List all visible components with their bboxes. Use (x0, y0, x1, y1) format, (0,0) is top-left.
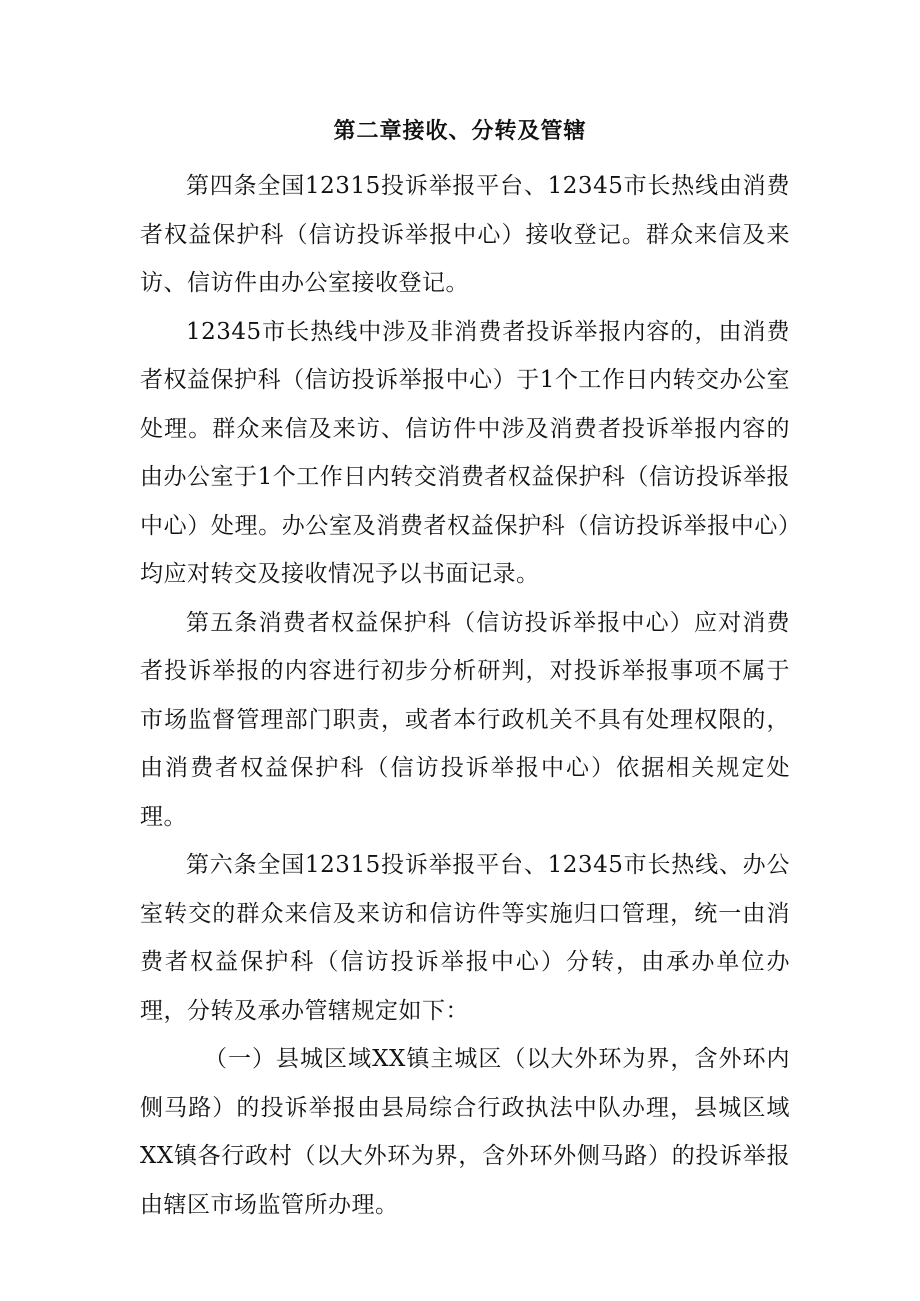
paragraph-item-1: （一）县城区域XX镇主城区（以大外环为界，含外环内侧马路）的投诉举报由县局综合行政执法中队办理，县城区域XX镇各行政村（以大外环为界，含外环外侧马路）的投诉举报由辖区市场监管所办理。 (140, 1046, 790, 1218)
paragraph-article-5: 第五条消费者权益保护科（信访投诉举报中心）应对消费者投诉举报的内容进行初步分析研判，对投诉举报事项不属于市场监督管理部门职责，或者本行政机关不具有处理权限的，由消费者权益保护科（信访投诉举报中心）依据相关规定处理。 (140, 609, 790, 830)
paragraph-hotline-transfer: 12345市长热线中涉及非消费者投诉举报内容的，由消费者权益保护科（信访投诉举报中心）于1个工作日内转交办公室处理。群众来信及来访、信访件中涉及消费者投诉举报内容的由办公室于1个工作日内转交消费者权益保护科（信访投诉举报中心）处理。办公室及消费者权益保护科（信访投诉举报中心）均应对转交及接收情况予以书面记录。 (140, 318, 790, 587)
paragraph-article-6: 第六条全国12315投诉举报平台、12345市长热线、办公室转交的群众来信及来访和信访件等实施归口管理，统一由消费者权益保护科（信访投诉举报中心）分转，由承办单位办理，分转及承办管辖规定如下： (140, 852, 790, 1024)
chapter-title: 第二章接收、分转及管辖 (333, 119, 587, 144)
document-body (140, 162, 790, 1229)
paragraph-article-4: 第四条全国12315投诉举报平台、12345市长热线由消费者权益保护科（信访投诉举报中心）接收登记。群众来信及来访、信访件由办公室接收登记。 (140, 173, 790, 296)
